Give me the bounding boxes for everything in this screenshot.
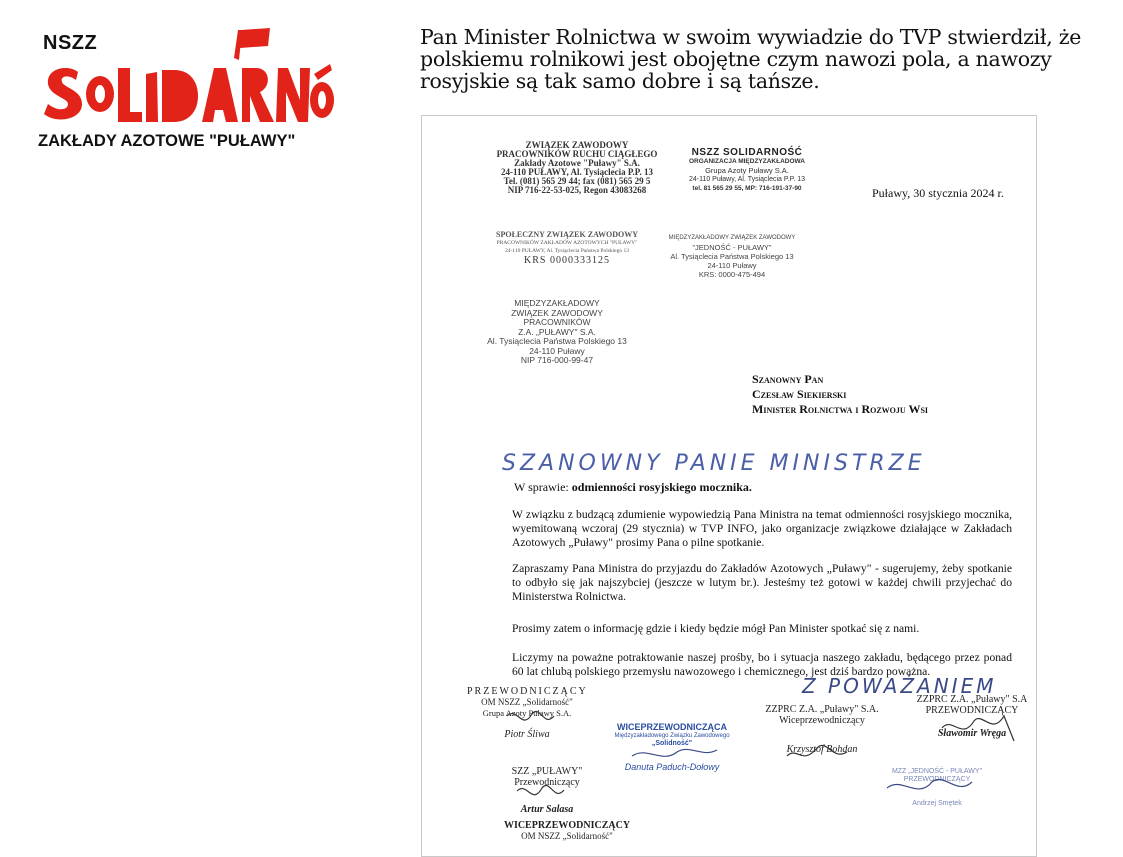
signature-name: Artur Salasa [520, 804, 574, 815]
addressee-line: Minister Rolnictwa i Rozwoju Wsi [752, 402, 929, 416]
stamp-line: tel. 81 565 29 55, MP: 716-191-37-90 [692, 185, 802, 192]
stamp-line: ZWIĄZEK ZAWODOWY [525, 140, 629, 150]
signature-org: MZZ „JEDNOŚĆ - PUŁAWY" [891, 768, 983, 775]
letter-paragraph: Prosimy zatem o informację gdzie i kiedy będzie mógł Pan Minister spotkać się z nami. [512, 622, 920, 635]
stamp-line: "JEDNOŚĆ - PUŁAWY" [692, 243, 772, 252]
stamp-line: Al. Tysiąclecia Państwa Polskiego 13 [487, 336, 627, 346]
stamp-line: Zakłady Azotowe "Puławy" S.A. [514, 158, 640, 168]
signature-name: Krzysztof Bohdan [786, 744, 858, 755]
signature-title: PRZEWODNICZĄCY [925, 705, 1019, 716]
stamp-line: 24-110 PUŁAWY, Al. Tysiąclecia Państwa Polskiego 13 [504, 248, 630, 254]
signature-name: Piotr Śliwa [504, 729, 550, 740]
subject-prefix: W sprawie: [514, 480, 572, 494]
solidarnosc-wordmark-icon [38, 24, 338, 134]
letter-paragraph: W związku z budzącą zdumienie wypowiedzią Pana Ministra na temat odmienności rosyjskiego mocznika, wyemitowaną wczoraj (29 stycznia) w TVP INFO, jako organizacje związkowe działające w Zakładach Azotowych „Puławy" prosimy Pana o pilne spotkanie. [512, 508, 1012, 549]
article-headline [420, 26, 1110, 92]
signature-org: „Solidność" [651, 740, 693, 747]
stamp-line: Z.A. „PUŁAWY" S.A. [518, 326, 596, 337]
stamp-line: KRS 0000333125 [524, 255, 610, 266]
handwritten-greeting: SZANOWNY PANIE MINISTRZE [502, 451, 926, 476]
signature-title: WICEPRZEWODNICZĄCY [503, 820, 631, 831]
stamp-line: Grupa Azoty Puławy S.A. [705, 166, 789, 175]
logo-plant-name: ZAKŁADY AZOTOWE "PUŁAWY" [38, 132, 296, 150]
signature-org: ZZPRC Z.A. „Puławy" S.A [916, 694, 1028, 705]
stamp-line: MIĘDZYZAKŁADOWY [514, 298, 600, 308]
signature-org: OM NSZZ „Solidarność" [481, 697, 573, 707]
stamp-line: SPOŁECZNY ZWIĄZEK ZAWODOWY [496, 230, 638, 239]
signature-title: Przewodniczący [514, 777, 580, 788]
signature-org: Międzyzakładowego Związku Zawodowego [614, 732, 730, 739]
logo-nszz-text: NSZZ [43, 32, 98, 54]
subject-text: odmienności rosyjskiego mocznika. [571, 480, 752, 494]
handwritten-closing: Z POWAŻANIEM [802, 674, 997, 698]
stamp-line: MIĘDZYZAKŁADOWY ZWIĄZEK ZAWODOWY [668, 235, 796, 241]
signature-org: ZZPRC Z.A. „Puławy" S.A. [765, 704, 879, 715]
headline-line: polskiemu rolnikowi jest obojętne czym nawozi pola, a nawozy [420, 47, 1052, 71]
stamp-line: 24-110 Puławy [707, 261, 757, 270]
stamp-line: ZWIĄZEK ZAWODOWY PRACOWNIKÓW [511, 307, 603, 327]
stamp-line: Al. Tysiąclecia Państwa Polskiego 13 [670, 252, 794, 261]
signature-name: Andrzej Smętek [912, 800, 962, 807]
stamp-line: KRS: 0000-475-494 [698, 270, 766, 279]
stamp-line: NSZZ SOLIDARNOŚĆ [691, 147, 803, 158]
signature-scribbles-icon [422, 116, 1036, 856]
stamp-line: 24-110 Puławy, Al. Tysiąclecia P.P. 13 [688, 176, 806, 183]
letter-scan [421, 115, 1037, 857]
stamp-line: PRACOWNIKÓW RUCHU CIĄGŁEGO [496, 149, 658, 159]
letter-paragraph: Zapraszamy Pana Ministra do przyjazdu do Zakładów Azotowych „Puławy" - sugerujemy, żeby spotkanie to odbyło się jak najszybciej (jeszcze w lutym br.). Jesteśmy też gotowi w każdej chwili przyjechać do Ministerstwa Rolnictwa. [512, 562, 1012, 603]
signature-name: Sławomir Wręga [937, 728, 1007, 739]
headline-line: Pan Minister Rolnictwa w swoim wywiadzie do TVP stwierdził, że [420, 25, 1082, 49]
signature-org: OM NSZZ „Solidarność" [521, 831, 613, 841]
stamp-line: NIP 716-000-99-47 [520, 355, 594, 365]
signature-org: Grupa Azoty Puławy S.A. [482, 708, 572, 718]
stamp-line: PRACOWNIKÓW ZAKŁADÓW AZOTOWYCH "PUŁAWY" [496, 240, 638, 246]
signature-title: PRZEWODNICZĄCY [903, 776, 971, 783]
signature-title: Wiceprzewodniczący [779, 715, 865, 726]
letter-paragraph: Liczymy na poważne potraktowanie naszej prośby, bo i sytuacja naszego zakładu, będącego przez ponad 60 lat chlubą polskiego przemysłu nawozowego i chemicznego, jest dziś bardzo poważna. [512, 651, 1012, 678]
stamp-line: 24-110 Puławy [529, 345, 585, 356]
signature-title: WICEPRZEWODNICZĄCA [617, 722, 727, 732]
stamp-line: ORGANIZACJA MIĘDZYZAKŁADOWA [688, 158, 806, 165]
addressee-line: Czesław Siekierski [752, 387, 847, 401]
solidarnosc-logo [38, 24, 338, 154]
signature-title: PRZEWODNICZĄCY [467, 686, 588, 697]
letter-date: Puławy, 30 stycznia 2024 r. [872, 186, 1004, 200]
signature-name: Danuta Paduch-Dołowy [624, 761, 720, 772]
stamp-line: Tel. (081) 565 29 44; fax (081) 565 29 5 [503, 176, 651, 186]
signature-org: SZZ „PUŁAWY" [511, 766, 583, 777]
stamp-line: NIP 716-22-53-025, Regon 43083268 [507, 185, 647, 195]
headline-line: rosyjskie są tak samo dobre i są tańsze. [420, 69, 820, 93]
stamp-line: 24-110 PUŁAWY, Al. Tysiąclecia P.P. 13 [501, 167, 653, 177]
addressee-line: Szanowny Pan [752, 372, 824, 386]
